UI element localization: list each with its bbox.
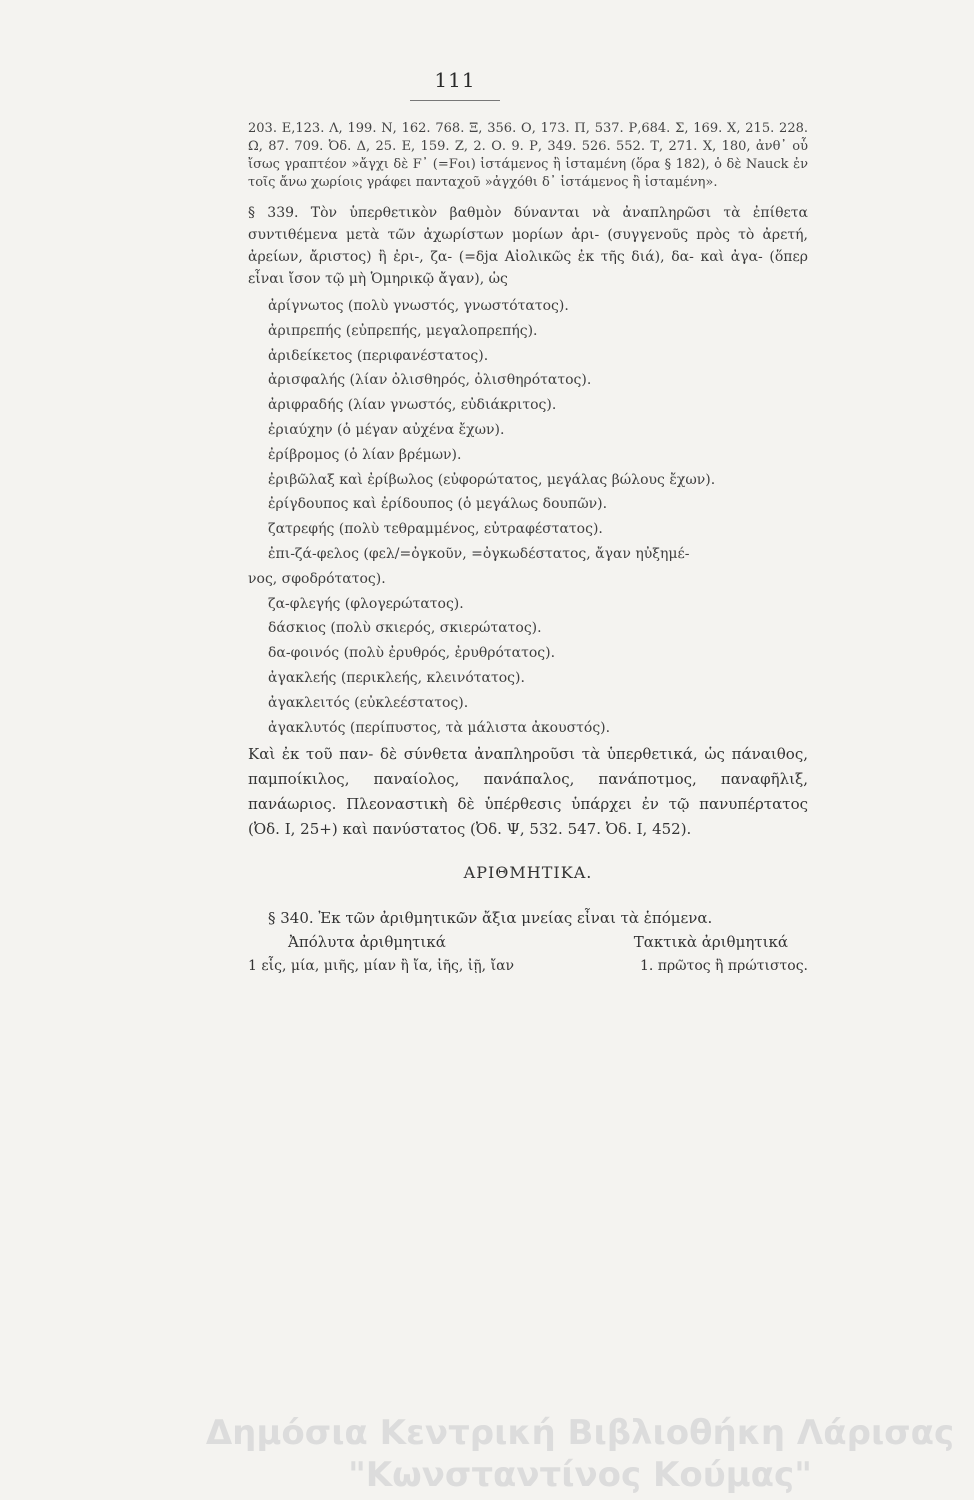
entry: ἐρίγδουπος καὶ ἐρίδουπος (ὁ μεγάλως δουπῶν). [268,496,608,513]
cardinal-header: Ἀπόλυτα ἀριθμητικά [288,933,446,952]
entry: ἐρίβρομος (ὁ λίαν βρέμων). [268,446,462,463]
entry: ζα-φλεγής (φλογερώτατος). [268,595,464,612]
entry: ἐριαύχην (ὁ μέγαν αὐχένα ἔχων). [268,421,505,438]
ordinal-header: Τακτικὰ ἀριθμητικά [633,933,788,952]
page-number: 111 [434,68,476,92]
section-340: § 340. Ἐκ τῶν ἀριθμητικῶν ἄξια μνείας εἶναι τὰ ἑπόμενα. [268,909,713,928]
references-paragraph: 203. Ε,123. Λ, 199. Ν, 162. 768. Ξ, 356. Ο, 173. Π, 537. Ρ,684. Σ, 169. Χ, 215. 228. Ω, 87. 709. Ὀδ. Δ, 25. Ε, 159. Ζ, 2. Ο. 9. Ρ, 349. 526. 552. Τ, 271. Χ, 180, ἀνθ᾽ οὗ ἴσως γραπτέον »ἄγχι δὲ F᾽ (=Fοι) ἱστάμενος ἢ ἱσταμένη (ὅρα § 182), ὁ δὲ Nauck ἐν τοῖς ἄνω χωρίοις γράφει πανταχοῦ »ἀγχόθι δ᾽ ἱστάμενος ἢ ἱσταμένη». [248,121,808,190]
entry: δάσκιος (πολὺ σκιερός, σκιερώτατος). [268,620,542,637]
page-number-rule [410,100,500,101]
entry: δα-φοινός (πολὺ ἐρυθρός, ἐρυθρότατος). [268,645,556,662]
library-watermark [200,1412,960,1496]
entry: ἀριδείκετος (περιφανέστατος). [268,347,489,364]
entry: ἀρισφαλής (λίαν ὀλισθηρός, ὀλισθηρότατος). [268,372,592,389]
entry: ἀγακλεής (περικλεής, κλεινότατος). [268,669,525,686]
entry: ἐριβῶλαξ καὶ ἐρίβωλος (εὐφορώτατος, μεγάλας βώλους ἔχων). [268,471,716,488]
watermark-line-2: "Κωνσταντίνος Κούμας" [348,1455,812,1495]
entry: ἀγακλυτός (περίπυστος, τὰ μάλιστα ἀκουστός). [268,719,611,736]
entry: ἀριφραδής (λίαν γνωστός, εὐδιάκριτος). [268,397,557,414]
page-body [248,120,808,978]
watermark-line-1: Δημόσια Κεντρική Βιβλιοθήκη Λάρισας [205,1413,955,1453]
entry: ἀριπρεπής (εὐπρεπής, μεγαλοπρεπής). [268,322,538,339]
entry: ἀγακλειτός (εὐκλεέστατος). [268,694,469,711]
entry: ἀρίγνωτος (πολὺ γνωστός, γνωστότατος). [268,298,569,314]
ordinal-one: 1. πρῶτος ἢ πρώτιστος. [639,958,808,975]
superlative-entries [248,294,808,740]
entry: ζατρεφής (πολὺ τεθραμμένος, εὐτραφέστατος). [268,521,603,538]
cardinal-one: 1 εἷς, μία, μιῆς, μίαν ἢ ἴα, ἰῆς, ἰῇ, ἴαν [248,958,515,975]
numerals-row [248,954,808,978]
compounds-paragraph: Καὶ ἐκ τοῦ παν- δὲ σύνθετα ἀναπληροῦσι τὰ ὑπερθετικά, ὡς πάναιθος, παμποίκιλος, παναίολος, πανάπαλος, πανάποτμος, παναφῆλιξ, πανάωριος. Πλεοναστικὴ δὲ ὑπέρθεσις ὑπάρχει ἐν τῷ πανυπέρτατος (Ὀδ. Ι, 25+) καὶ πανύστατος (Ὀδ. Ψ, 532. 547. Ὀδ. Ι, 452). [248,745,808,839]
section-heading: ΑΡΙΘΜΗΤΙΚΑ. [463,863,593,883]
section-339: § 339. Τὸν ὑπερθετικὸν βαθμὸν δύνανται νὰ ἀναπληρῶσι τὰ ἐπίθετα συντιθέμενα μετὰ τῶν ἀχωρίστων μορίων ἀρι- (συγγενοῦς πρὸς τὸ ἀρετή, ἀρείων, ἄριστος) ἢ ἐρι-, ζα- (=δjα Αἰολικῶς ἐκ τῆς διά), δα- καὶ ἀγα- (ὅπερ εἶναι ἴσον τῷ μὴ Ὁμηρικῷ ἄγαν), ὡς [248,205,808,287]
entry-continuation: νος, σφοδρότατος). [248,570,386,587]
entry: ἐπι-ζά-φελος (φελ/=ὀγκοῦν, =ὀγκωδέστατος, ἄγαν ηὐξημέ- [268,545,690,562]
numerals-column-headers [248,930,808,954]
